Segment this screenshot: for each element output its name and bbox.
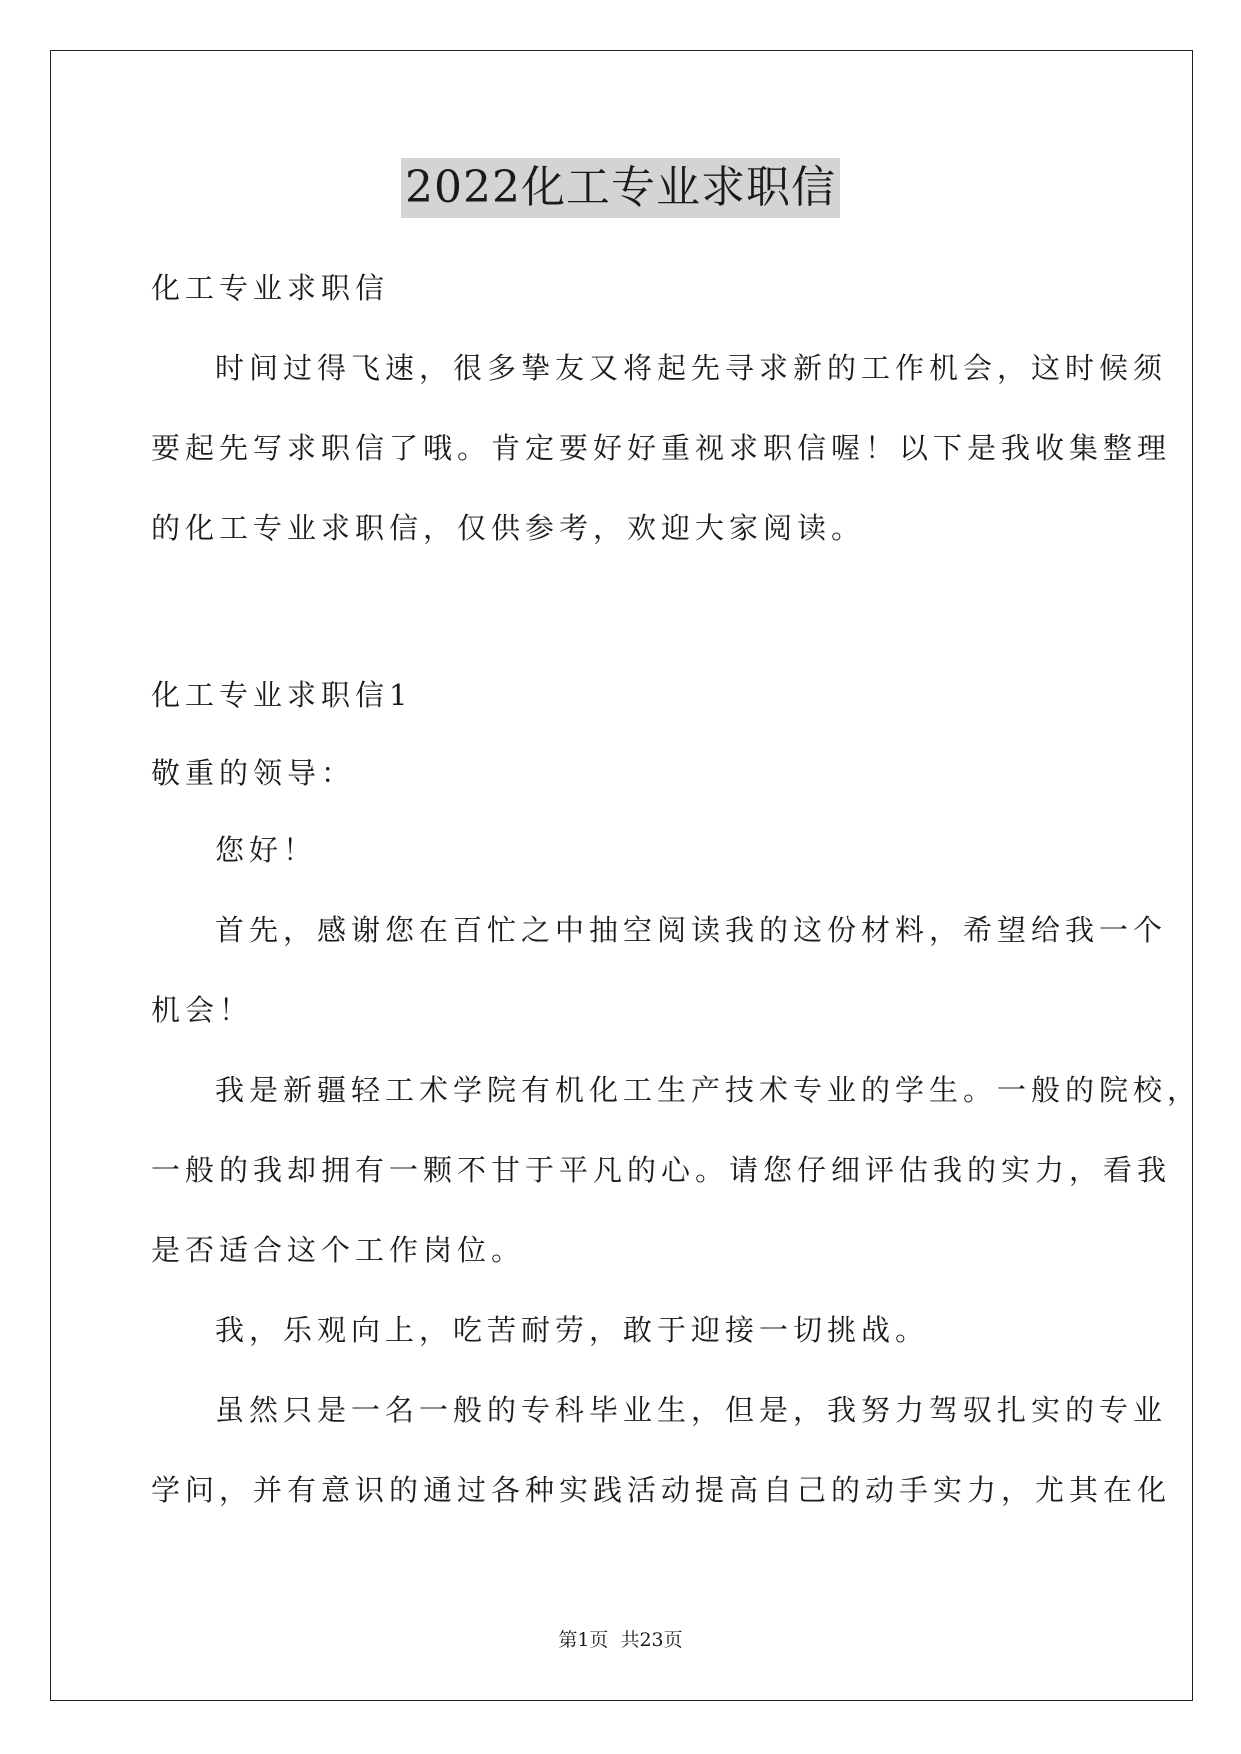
section-heading: 化工专业求职信1 xyxy=(151,678,413,712)
salutation: 敬重的领导： xyxy=(151,756,356,790)
title-container xyxy=(0,158,1241,218)
paragraph-line: 我，乐观向上，吃苦耐劳，敢于迎接一切挑战。 xyxy=(215,1313,930,1347)
document-title: 2022化工专业求职信 xyxy=(401,158,840,218)
paragraph-line: 学问，并有意识的通过各种实践活动提高自己的动手实力，尤其在化 xyxy=(151,1473,1172,1507)
intro-heading: 化工专业求职信 xyxy=(151,271,390,305)
paragraph-line: 是否适合这个工作岗位。 xyxy=(151,1233,526,1267)
paragraph-line: 一般的我却拥有一颗不甘于平凡的心。请您仔细评估我的实力，看我 xyxy=(151,1153,1172,1187)
page-footer xyxy=(0,1628,1241,1652)
page-number: 第1页 xyxy=(558,1629,609,1651)
paragraph-line: 的化工专业求职信，仅供参考，欢迎大家阅读。 xyxy=(151,511,866,545)
paragraph-line: 我是新疆轻工术学院有机化工生产技术专业的学生。一般的院校， xyxy=(215,1073,1202,1107)
paragraph-line: 虽然只是一名一般的专科毕业生，但是，我努力驾驭扎实的专业 xyxy=(215,1393,1168,1427)
paragraph-line: 机会！ xyxy=(151,993,254,1027)
paragraph-line: 时间过得飞速，很多挚友又将起先寻求新的工作机会，这时候须 xyxy=(215,351,1168,385)
greeting: 您好！ xyxy=(215,833,318,867)
paragraph-line: 首先，感谢您在百忙之中抽空阅读我的这份材料，希望给我一个 xyxy=(215,913,1168,947)
page-total: 共23页 xyxy=(620,1629,683,1651)
paragraph-line: 要起先写求职信了哦。肯定要好好重视求职信喔！以下是我收集整理 xyxy=(151,431,1172,465)
